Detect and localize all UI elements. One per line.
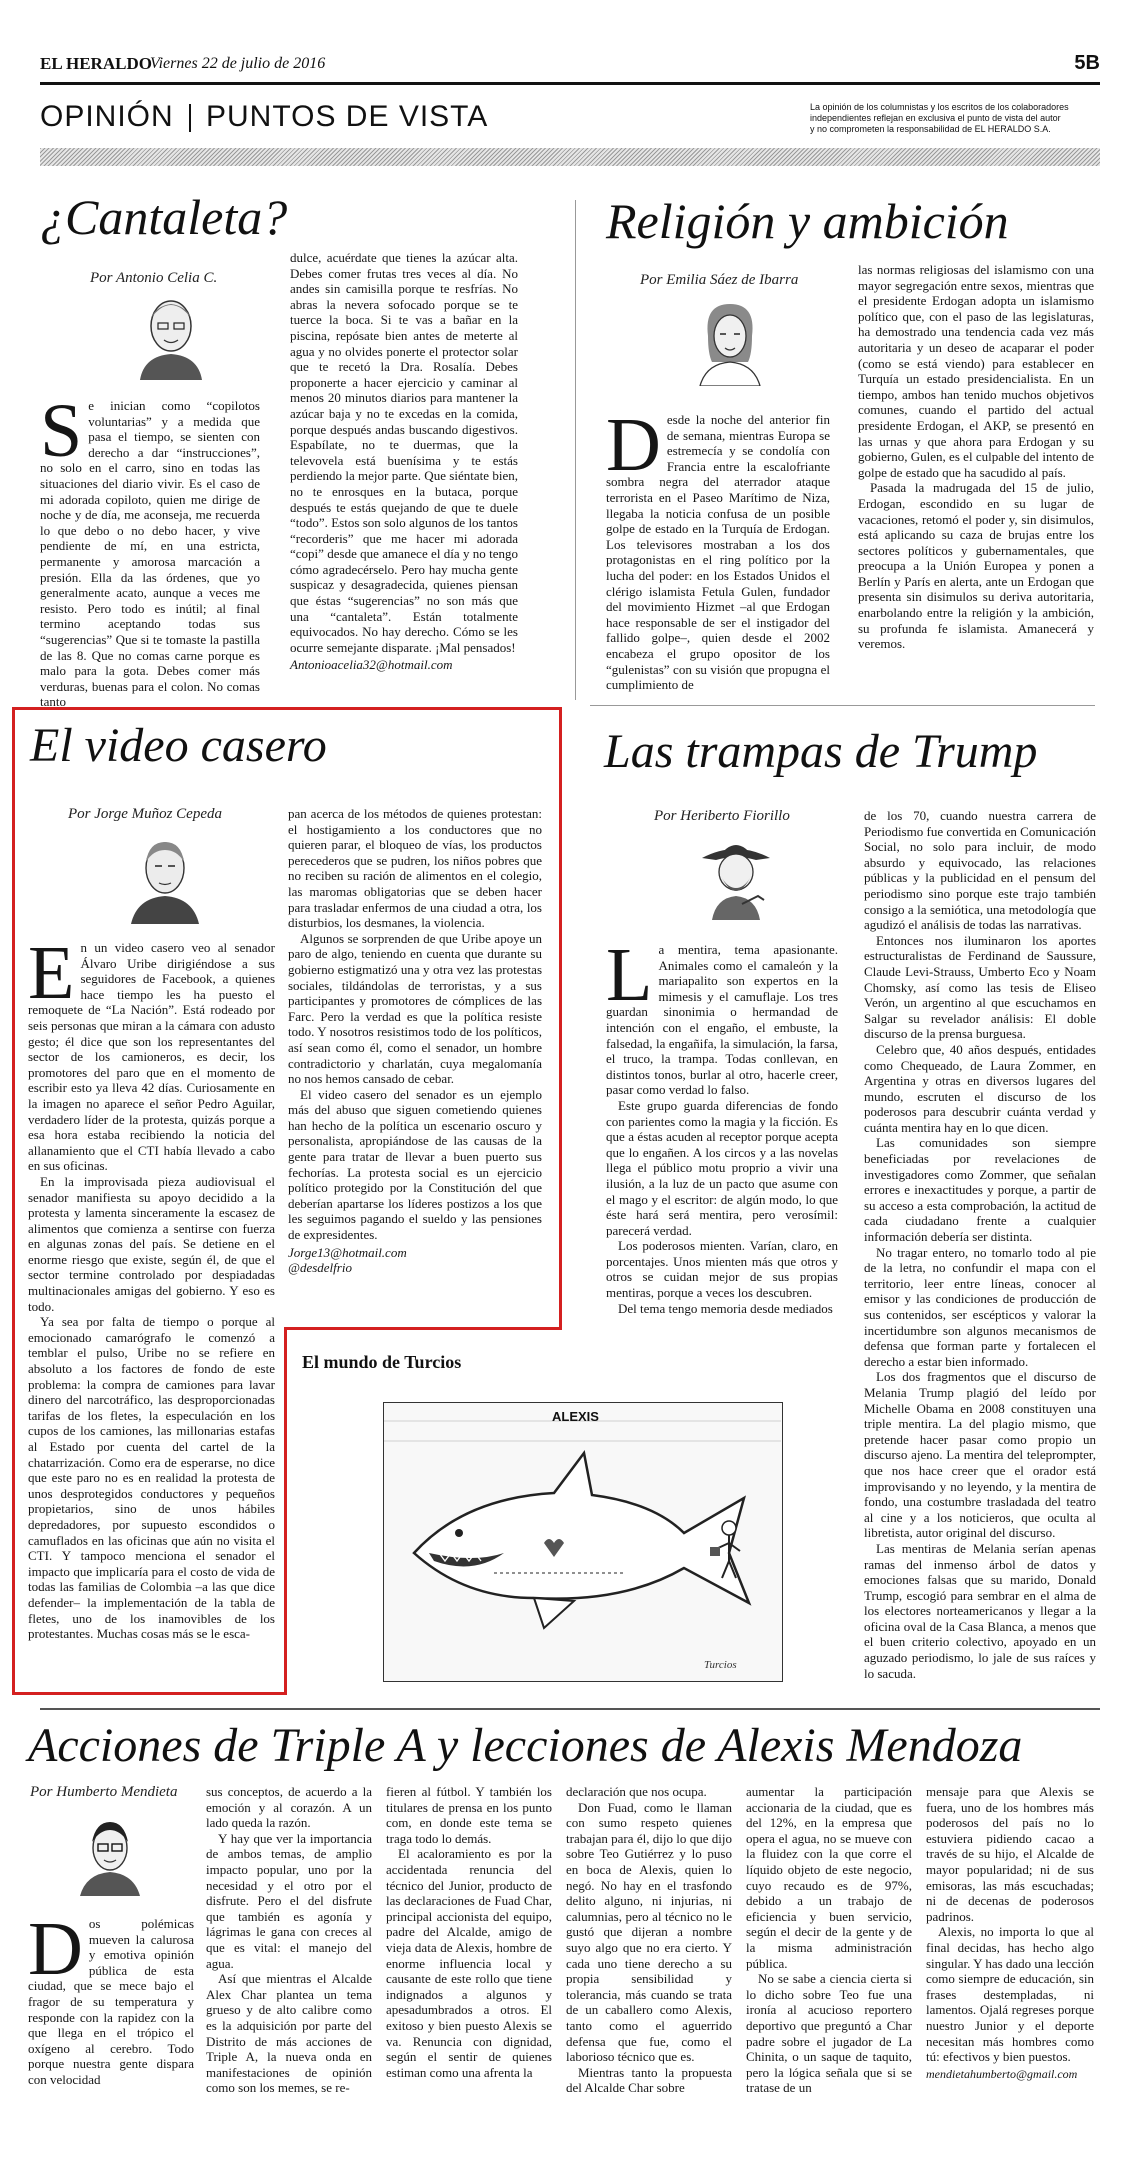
paragraph: Don Fuad, como le llaman con sumo respeto quienes trabajan para él, dijo lo que dijo sobre Teo Gutiérrez y lo puso en boca de Alexis, quien lo negó. No hay en el trasfondo delito alguno, ni injurias, ni calumnias, pero al técnico no le gustó que dijeran a nombre suyo algo que no era cierto. Y cada uno tiene derecho a su propia sensibilidad y tolerancia, más cuando se trata de un caballero como Alexis, tanto como el aguerrido defensa que fue, como el laborioso técnico que es. [566, 1799, 732, 2065]
paragraph: Así que mientras el Alcalde Alex Char plantea un tema grueso y de alto calibre como es la adquisición por parte del Distrito de más acciones de Triple A, la nueva onda en manifestaciones de opinión como son los memes, se re- [206, 1971, 372, 2096]
byline-celia: Por Antonio Celia C. [90, 270, 218, 286]
paper-name: EL HERALDO [40, 54, 152, 73]
cartoon-panel [383, 1402, 783, 1682]
disclaimer-line: y no comprometen la responsabilidad de EL HERALDO S.A. [810, 124, 1051, 134]
paragraph: Los poderosos mienten. Varían, claro, en porcentajes. Unos mienten más que otros y otros se cuidan mejor de sus propias mentiras, porque a veces los descubren. [606, 1238, 838, 1301]
paragraph: No se sabe a ciencia cierta si lo dicho sobre Teo fue una ironía al acucioso reportero deportivo que preguntó a Char padre sobre el jugador de La Chinita, o un saque de taquito, pero la lógica señala que si se tratase de un [746, 1971, 912, 2096]
section-rule [590, 705, 1095, 706]
paragraph: El video casero del senador es un ejemplo más del abuso que siguen cometiendo quienes han hecho de la política un escenario oscuro y personalista, apropiándose de las causas de la gente para tratar de llevar a buen puerto sus fechorías. La protesta social es un ejercicio político protegido por la Constitución del que deberían apartarse los líderes postizos a los que les seguimos pagando el sueldo y las pensiones de expresidentes. [288, 1086, 542, 1243]
paragraph: Las mentiras de Melania serían apenas ramas del inmenso árbol de datos y emociones falsas que su marido, Donald Trump, escogió para sembrar en el alma de los electores norteamericanos y llegar a la oficina oval de la Casa Blanca, a menos que el buen criterio colectivo, apoyado en un aguzado periodismo, lo jale de sus raíces y lo sacuda. [864, 1540, 1096, 1681]
paragraph: sus conceptos, de acuerdo a la emoción y al corazón. A un lado queda la razón. [206, 1784, 372, 1831]
paragraph: os polémicas mueven la calurosa y emotiva opinión pública de esta ciudad, que se mece bajo el fragor de su temperatura y responde con la rapidez con la que llega en el trópico el oxígeno al cerebro. Todo porque nuestra gente dispara con velocidad [28, 1916, 194, 2087]
paragraph: No tragar entero, no tomarlo todo al pie de la letra, no confundir el mapa con el territorio, leer entre líneas, conocer al emisor y las condiciones de producción de sus contenidos, ser escépticos y valorar la incertidumbre son algunos mecanismos de defensa que forman parte y fortalecen el derecho a estar bien informado. [864, 1244, 1096, 1369]
paragraph: Alexis, no importa lo que al final decidas, has hecho algo singular. Y has dado una lección como siempre de educación, sin frases destempladas, ni lamentos. Ojalá regreses porque nuestro Junior y el deporte necesitan más hombres como tú: efectivos y bien puestos. [926, 1924, 1094, 2065]
cartoon-heading: El mundo de Turcios [302, 1352, 462, 1372]
headline-triple-a: Acciones de Triple A y lecciones de Alexis Mendoza [28, 1719, 1023, 1772]
article-religion-col-2 [858, 262, 1094, 652]
article-triple-a-col-5 [746, 1784, 912, 2096]
hatched-band [40, 148, 1100, 166]
paragraph: Mientras tanto la propuesta del Alcalde Char sobre [566, 2064, 732, 2096]
headline-trampas-trump: Las trampas de Trump [604, 725, 1038, 778]
author-portrait-munoz [125, 828, 205, 924]
paragraph: dulce, acuérdate que tienes la azúcar alta. Debes comer frutas tres veces al día. No andes sin camisilla porque te resfrías. No abras la nevera sofocado porque se te tuerce la boca. Si te vas a bañar en la piscina, repósate bien antes de meterte al agua y no olvides ponerte el protector solar que te recetó la Dra. Rosalía. Debes proponerte a hacer ejercicio y caminar al menos 20 minutos diarios para mantener la azúcar baja y no te excedas en la comida, porque después andas buscando digestivos. Espabílate, no te duermas, que la televovela está buenísima y te estás perdiendo la mejor parte. Que siéntate bien, no te enrosques en la butaca, porque después te estás quejando de que te duele “todo”. Estos son solo algunos de los tantos “recorderis” que me hacer mi adorada “copi” desde que amanece el día y no tengo cómo agradecérselo. Pero hay mucha gente suspicaz y desagradecida, quienes piensan que éstas “sugerencias” no son más que una “cantaleta”. Están totalmente equivocados. No hay derecho. Cómo se les ocurre semejante disparate. ¡Mal pensados! [290, 250, 518, 655]
headline-video-casero: El video casero [30, 719, 327, 772]
author-email: Jorge13@hotmail.com [288, 1244, 407, 1260]
dropcap: D [28, 1907, 83, 1991]
paragraph: pan acerca de los métodos de quienes protestan: el hostigamiento a los conductores que no quieren parar, el bloqueo de vías, los productos perecederos que se pudren, los niños pobres que no reciben su ración de alimentos en el colegio, las maromas obligatorias que se deben hacer para trasladar enfermos de una ciudad a otra, los disturbios, los desmanes, la violencia. [288, 806, 542, 931]
paragraph: declaración que nos ocupa. [566, 1784, 707, 1799]
byline-fiorillo: Por Heriberto Fiorillo [654, 808, 790, 824]
paragraph: n un video casero veo al senador Álvaro Uribe dirigiéndose a sus seguidores de Facebook, a quienes hace tiempo les ha puesto el remoquete de “La Nación”. Está rodeado por seis personas que miran a la cámara con adusto gesto; él dice que son los representantes del sector de los camioneros, es decir, los promotores del paro que en el momento de escribir esto ya lleva 42 días. Curiosamente en la imagen no aparece el señor Pedro Aguilar, verdadero líder de la protesta, quizás porque a esa hora estaba recibiendo la noticia del allanamiento que el CTI había llevado a cabo en sus oficinas. [28, 940, 275, 1174]
paragraph: Y hay que ver la importancia de ambos temas, de amplio impacto popular, uno por la necesidad y el otro por el disfrute. Pero el del disfrute que también es agonía y lágrimas le gana con creces al que es vital: el manejo del agua. [206, 1830, 372, 1971]
article-trump-col-2 [864, 808, 1096, 1681]
masthead [40, 48, 1100, 78]
paragraph: Entonces nos iluminaron los aportes estructuralistas de Ferdinand de Saussure, Claude Levi-Strauss, Umberto Eco y Noam Chomsky, así como las tesis de Eliseo Verón, un argentino al que escuchamos en Salgar su revelador análisis: El doble discurso de la prensa burguesa. [864, 932, 1096, 1042]
article-triple-a-col-1 [28, 1907, 194, 2088]
headline-cantaleta: ¿Cantaleta? [40, 189, 288, 245]
paragraph: Este grupo guarda diferencias de fondo con parientes como la magia y la ficción. Es que a éstas acuden al receptor porque acepta que lo engañen. A los circos y a las novelas llega el público motu proprio a vivir una ilusión, a la luz de un pacto que asume con el mago y el escritor: de algún modo, lo que éste hará será mentira, pero verosímil: parecerá verdad. [606, 1097, 838, 1238]
paragraph: El acaloramiento es por la accidentada renuncia del técnico del Junior, producto de las declaraciones de Fuad Char, principal accionista del equipo, padre del Alcalde, amigo de vieja data de Alexis, hombre de enorme influencia local y causante de este rollo que tiene indignados a algunos y apesadumbrados a otros. El exitoso y bien puesto Alexis se va. Renuncia con dignidad, según el sentir de quienes estiman como una afrenta la [386, 1846, 552, 2080]
bottom-section-rule [40, 1708, 1100, 1710]
cartoon-shark-illustration [384, 1403, 781, 1680]
article-cantaleta-col-1 [40, 389, 260, 710]
paragraph: En la improvisada pieza audiovisual el senador manifiesta su apoyo decidido a la protesta y lamenta sinceramente la escasez de alimentos que comienza a sentirse con fuerza en algunas zonas del país. Se detiene en el enorme riesgo que existe, según él, de que el sector termine controlado por despiadadas multinacionales amigas del gobierno. Y eso es todo. [28, 1173, 275, 1314]
dropcap: L [606, 933, 653, 1017]
paragraph: Los dos fragmentos que el discurso de Melania Trump plagió del leído por Michelle Obama en 2008 constituyen una triple mentira. La del plagio mismo, que pretende hacer pasar como propio un discurso ajeno. La mentira del teleprompter, que nos hace creer que el orador está improvisando y no leyendo, y la mentira de fondo, una costumbre trasladada del teatro al cine y a los noticieros, que oculta al libretista, autor original del discurso. [864, 1369, 1096, 1541]
author-email: mendietahumberto@gmail.com [926, 2066, 1078, 2081]
article-video-col-1 [28, 931, 275, 1642]
section-title: OPINIÓN [40, 100, 174, 133]
article-cantaleta-col-2 [290, 250, 518, 673]
section-divider [189, 104, 191, 132]
paragraph: las normas religiosas del islamismo con una mayor segregación entre sexos, mientras que el presidente Erdogan adopta un islamismo político que, con el paso de las legislaturas, ha demostrado una tendencia cada vez más autoritaria y un deseo de acaparar el poder (como se está viendo) para establecer en Turquía un estado presidencialista. En un tiempo, ambos han tenido muchos objetivos comunes, cuando el partido del actual presidente Erdogan, el AKP, se presentó en las urnas y que ahora para Erdogan y su gobierno, Gulen, es el culpable del intento de golpe de estado que ha sacudido al país. [858, 262, 1094, 480]
issue-date: Viernes 22 de julio de 2016 [150, 55, 326, 72]
author-portrait-fiorillo [692, 828, 780, 920]
byline-mendieta: Por Humberto Mendieta [30, 1784, 178, 1800]
author-portrait-mendieta [70, 1812, 150, 1896]
cartoon-label: ALEXIS [552, 1409, 599, 1424]
paragraph: Celebro que, 40 años después, entidades como Chequeado, de Laura Zommer, en Argentina y otras en diversos lugares del mundo, escruten el discurso de los poderosos para descubrir cuánta verdad y cuánta mentira hay en lo que dicen. [864, 1041, 1096, 1135]
page-number: 5B [1074, 52, 1100, 74]
section-header [40, 98, 1100, 138]
dropcap: D [606, 403, 661, 487]
paragraph: Las comunidades son siempre beneficiadas por revelaciones de investigadores como Zommer, que señalan errores e inexactitudes y porque, a partir de su acceso a esta comprobación, la actitud de cada ciudadano frente a cualquier información debería ser distinta. [864, 1135, 1096, 1245]
disclaimer-line: independientes reflejan en exclusiva el punto de vista del autor [810, 113, 1061, 123]
article-video-col-2 [288, 806, 542, 1276]
byline-munoz: Por Jorge Muñoz Cepeda [68, 806, 222, 822]
author-twitter: @desdelfrio [288, 1260, 352, 1276]
byline-saez: Por Emilia Sáez de Ibarra [640, 272, 799, 288]
column-divider [575, 200, 576, 700]
paragraph: Algunos se sorprenden de que Uribe apoye un paro de algo, teniendo en cuenta que durante su gobierno estigmatizó una y otra vez las protestas sociales, tildándolas de terroristas, y a sus participantes y promotores de cómplices de las Farc. Pero la verdad es que la política resiste todo. Y nosotros resistimos todo de los políticos, así sean como él, como el senador, un hombre contradictorio y charlatán, cuya megalomanía no nos hemos cansado de cebar. [288, 930, 542, 1087]
author-portrait-celia [130, 290, 212, 380]
dropcap: S [40, 389, 83, 473]
article-trump-col-1 [606, 933, 838, 1316]
cartoon-signature: Turcios [704, 1659, 737, 1671]
paragraph: a mentira, tema apasionante. Animales como el camaleón y la mariapalito son expertos en la mimesis y el camuflaje. Los tres guardan sinonimia o hermandad de intención con el engaño, el embuste, la falsedad, la engañifa, la simulación, la farsa, el truco, la trampa. Todas conllevan, en distintos tonos, burlar al otro, hacerle creer, pasar como verdad lo falso. [606, 942, 838, 1098]
disclaimer [810, 102, 1110, 135]
paragraph: Ya sea por falta de tiempo o porque al emocionado camarógrafo le comenzó a temblar el pulso, Uribe no se refiere en absoluto a los factores de fondo de este problema: la compra de camiones para lavar dinero del narcotráfico, las desproporcionadas tarifas de los fletes, la especulación en los cupos de los camiones, las millonarias estafas al Estado por cuenta del cartel de la chatarrización. Como era de esperarse, no dice que este paro no es en realidad la protesta de unos desprotegidos conductores y pequeños propietarios, sino de unos hábiles depredadores, por supuesto escondidos o camuflados en las oficinas que aún no visita el CTI. Y tampoco menciona el senador el impacto que implicaría para el costo de vida de todas las familias de Colombia –a las que dice defender– la implementación de la tabla de fletes, uno de los inamovibles de los protestantes. Muchas cosas más se le esca- [28, 1314, 275, 1642]
paragraph: Del tema tengo memoria desde mediados [618, 1300, 833, 1316]
disclaimer-line: La opinión de los columnistas y los escritos de los colaboradores [810, 102, 1069, 112]
paragraph: aumentar la participación accionaria de la ciudad, que es del 12%, en la empresa que opera el agua, no se mueve con la fluidez con la que corre el líquido objeto de este negocio, cuyo recaudo es de 97%, debido a un trabajo de eficiencia y buen servicio, según el decir de la gente y de la misma administración pública. [746, 1784, 912, 1971]
masthead-rule [40, 82, 1100, 85]
author-portrait-saez [690, 296, 770, 386]
author-email: Antonioacelia32@hotmail.com [290, 657, 453, 673]
dropcap: E [28, 931, 75, 1015]
article-triple-a-col-2 [206, 1784, 372, 2096]
paragraph: Pasada la madrugada del 15 de julio, Erdogan, escondido en su lugar de vacaciones, retomó el poder y, sin disimulos, está aplicando su caza de brujas entre los sectores políticos y gubernamentales, que preocupa a la Unión Europea y ponen a Berlín y París en alerta, ante un Erdogan que presenta sin disimulos su deriva autoritaria, enarbolando entre la religión y la ambición, su profunda fe islamista. Amanecerá y veremos. [858, 480, 1094, 652]
article-triple-a-col-4 [566, 1784, 732, 2096]
paragraph: mensaje para que Alexis se fuera, uno de los hombres más poderosos del país no lo estuviera pidiendo cacao a través de su hijo, el Alcalde de mayor popularidad; ni de sus emisoras, las más escuchadas; ni de decenas de poderosos padrinos. [926, 1784, 1094, 1924]
subsection-title: PUNTOS DE VISTA [206, 100, 489, 133]
paragraph: esde la noche del anterior fin de semana, mientras Europa se estremecía y se condolía con Francia entre la escalofriante sombra negra del aterrador ataque terrorista en el Paseo Marítimo de Niza, llegaba la noticia confusa de un posible golpe de estado en la Turquía de Erdogan. Los televisores mostraban a los dos protagonistas en el ring político por la lucha del poder: en los Estados Unidos el clérigo islamista Fetula Gulen, fundador del movimiento Hizmet –al que Erdogan hace responsable de ser el instigador del fallido golpe–, quien desde el 2002 encabeza el grupo opositor de los “gulenistas” con su visión que propugna el cumplimiento de [606, 412, 830, 693]
article-triple-a-col-3 [386, 1784, 552, 2080]
paragraph: fieren al fútbol. Y también los titulares de prensa en los punto com, en donde este tema se traga todo lo demás. [386, 1784, 552, 1846]
paragraph: e inician como “copilotos voluntarias” y a medida que pasa el tiempo, se sienten con derecho a dar “instrucciones”, no solo en el carro, sino en todas las situaciones del diario vivir. Es el caso de mi adorada copiloto, quien me dirige de noche y de día, me aconseja, me recuerda lo que debo o no debo hacer, y vive pendiente de mí, en una estricta, permanente y amorosa marcación a presión. Ella da las órdenes, que yo generalmente acato, aunque a veces me resisto. Pero todo es inútil; al final termino aceptando todas sus “sugerencias” Que si te tomaste la pastilla de las 8. Que no comas carne porque es malo para la gota. Debes comer más verduras, buenas para el colon. No comas tanto [40, 398, 260, 710]
highlight-frame-step [284, 1327, 562, 1330]
article-religion-col-1 [606, 403, 830, 693]
article-triple-a-col-6 [926, 1784, 1094, 2082]
headline-religion: Religión y ambición [606, 193, 1009, 249]
paragraph: de los 70, cuando nuestra carrera de Periodismo fue convertida en Comunicación Social, no solo para incluir, de modo absurdo y equivocado, las relaciones públicas y la publicidad en el pensum del periodismo sino porque este trajo también consigo a la semiótica, una metodología que agudizó el análisis de todas las narrativas. [864, 808, 1096, 933]
